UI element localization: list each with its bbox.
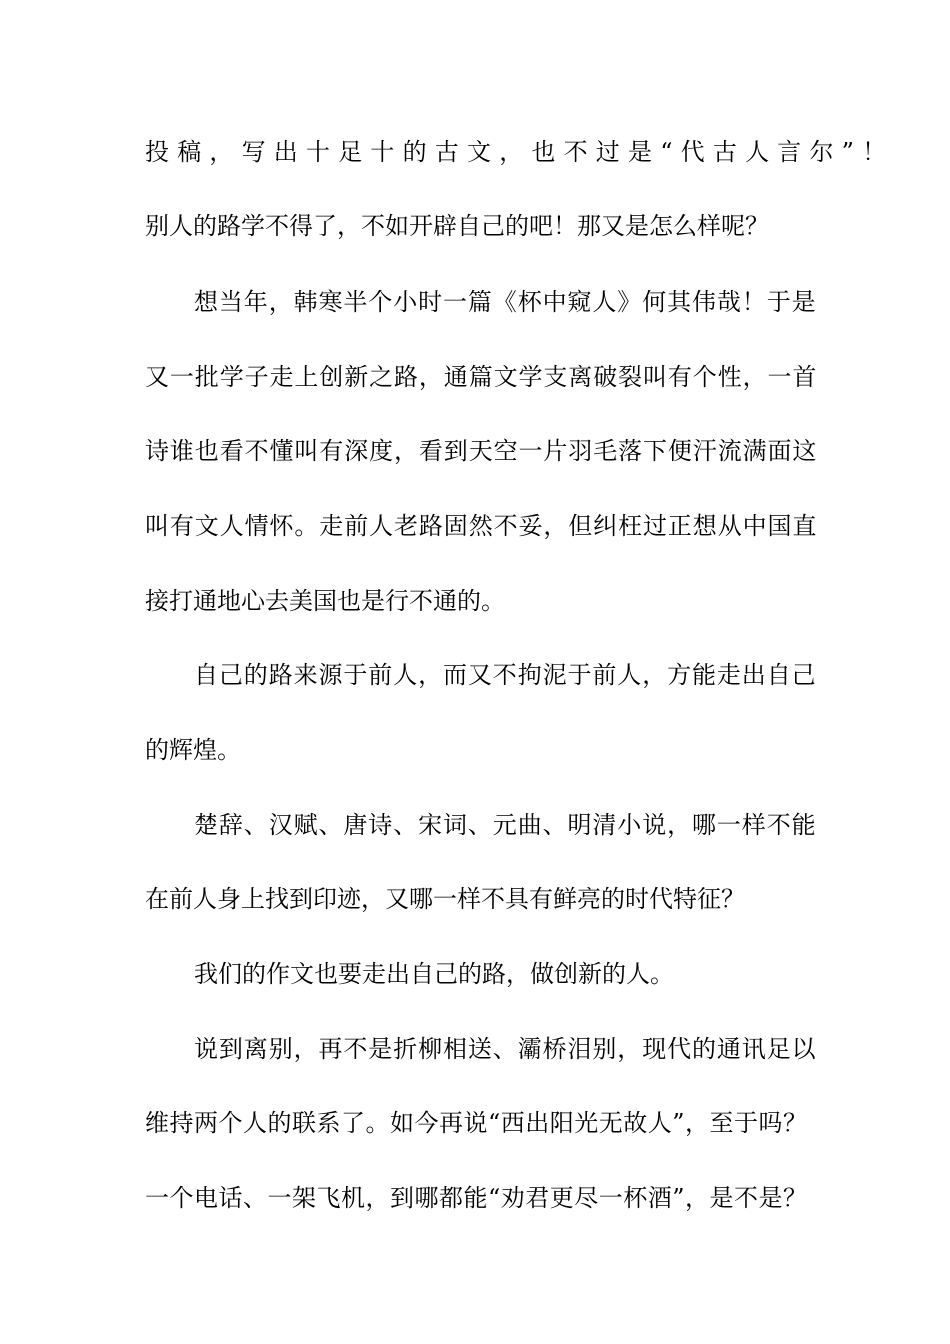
text-line: 在前人身上找到印迹，又哪一样不具有鲜亮的时代特征？ — [145, 885, 745, 913]
text-line: 接打通地心去美国也是行不通的。 — [145, 587, 505, 615]
text-line: 的辉煌。 — [145, 736, 241, 764]
text-line: 维持两个人的联系了。如今再说“西出阳光无故人”，至于吗？ — [145, 1109, 808, 1137]
text-line: 别人的路学不得了，不如开辟自己的吧！那又是怎么样呢？ — [145, 212, 769, 240]
paragraph-first-line: 我们的作文也要走出自己的路，做创新的人。 — [194, 960, 674, 988]
text-line: 投稿，写出十足十的古文，也不过是“代古人言尔”！ — [145, 138, 895, 166]
text-line: 诗谁也看不懂叫有深度，看到天空一片羽毛落下便汗流满面这 — [145, 437, 818, 465]
paragraph-first-line: 想当年，韩寒半个小时一篇《杯中窥人》何其伟哉！于是 — [194, 288, 817, 316]
paragraph-first-line: 说到离别，再不是折柳相送、灞桥泪别，现代的通讯足以 — [194, 1035, 817, 1063]
text-line: 叫有文人情怀。走前人老路固然不妥，但纠枉过正想从中国直 — [145, 512, 818, 540]
text-line: 又一批学子走上创新之路，通篇文学支离破裂叫有个性，一首 — [145, 363, 818, 391]
text-line: 一个电话、一架飞机，到哪都能“劝君更尽一杯酒”，是不是？ — [145, 1184, 808, 1212]
paragraph-first-line: 自己的路来源于前人，而又不拘泥于前人，方能走出自己 — [194, 661, 817, 689]
paragraph-first-line: 楚辞、汉赋、唐诗、宋词、元曲、明清小说，哪一样不能 — [194, 811, 817, 839]
